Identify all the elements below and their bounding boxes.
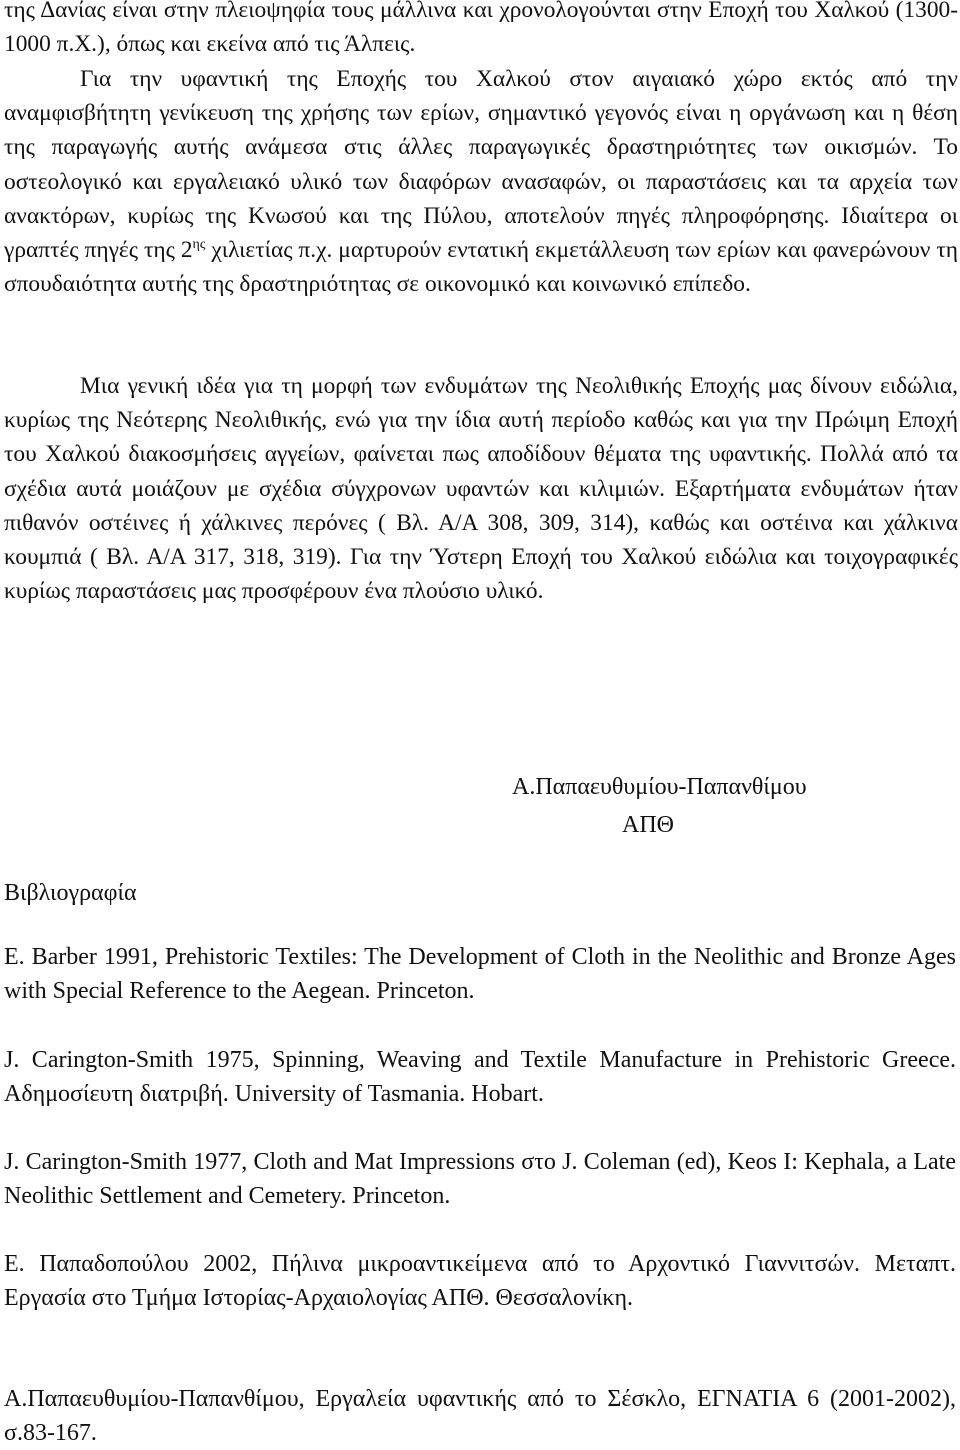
paragraph-bronze-age-weaving xyxy=(4,62,958,301)
bibliography-entry: J. Carington-Smith 1975, Spinning, Weaving and Textile Manufacture in Prehistoric Greece. Αδημοσίευτη διατριβή. University of Tasmania. Hobart. xyxy=(4,1047,956,1107)
bibliography-entry: Ε. Παπαδοπούλου 2002, Πήλινα μικροαντικείμενα από το Αρχοντικό Γιαννιτσών. Μεταπτ. Εργασία στο Τμήμα Ιστορίας-Αρχαιολογίας ΑΠΘ. Θεσσαλονίκη. xyxy=(4,1251,956,1311)
bibliography-entry: J. Carington-Smith 1977, Cloth and Mat Impressions στο J. Coleman (ed), Keos I: Kephala, a Late Neolithic Settlement and Cemetery. Princeton. xyxy=(4,1149,956,1209)
bibliography-entry: E. Barber 1991, Prehistoric Textiles: The Development of Cloth in the Neolithic and Bronze Ages with Special Reference to the Aegean. Princeton. xyxy=(4,944,956,1004)
paragraph-text: χιλιετίας π.χ. μαρτυρούν εντατική εκμετάλλευση των ερίων και φανερώνουν τη σπουδαιότητα αυτής της δραστηριότητας σε οικονομικό και κοινωνικό επίπεδο. xyxy=(4,237,958,298)
ordinal-superscript: ης xyxy=(192,237,206,253)
paragraph-neolithic-garments: Μια γενική ιδέα για τη μορφή των ενδυμάτων της Νεολιθικής Εποχής μας δίνουν ειδώλια, κυρίως της Νεότερης Νεολιθικής, ενώ για την ίδια αυτή περίοδο καθώς και για την Πρώιμη Εποχή του Χαλκού διακοσμήσεις αγγείων, φαίνεται πως αποδίδουν θέματα της υφαντικής. Πολλά από τα σχέδια αυτά μοιάζουν με σχέδια σύγχρονων υφαντών και κιλιμιών. Εξαρτήματα ενδυμάτων ήταν πιθανόν οστέινες ή χάλκινες περόνες ( Βλ. Α/Α 308, 309, 314), καθώς και οστέινα και χάλκινα κουμπιά ( Βλ. Α/Α 317, 318, 319). Για την Ύστερη Εποχή του Χαλκού ειδώλια και τοιχογραφικές κυρίως παραστάσεις μας προσφέρουν ένα πλούσιο υλικό. xyxy=(4,373,958,605)
paragraph-text: Για την υφαντική της Εποχής του Χαλκού στον αιγαιακό χώρο εκτός από την αναμφισβήτητη γενίκευση της χρήσης των ερίων, σημαντικό γεγονός είναι η οργάνωση και η θέση της παραγωγής αυτής ανάμεσα στις άλλες παραγωγικές δραστηριότητες των οικισμών. Το οστεολογικό και εργαλειακό υλικό των διαφόρων ανασαφών, οι παραστάσεις και τα αρχεία των ανακτόρων, κυρίως της Κνωσού και της Πύλου, αποτελούν πηγές πληροφόρησης. Ιδιαίτερα οι γραπτές πηγές της 2 xyxy=(4,66,958,264)
paragraph-continuation: της Δανίας είναι στην πλειοψηφία τους μάλλινα και χρονολογούνται στην Εποχή του Χαλκού (1300-1000 π.Χ.), όπως και εκείνα από τις Άλπεις. xyxy=(4,0,958,58)
bibliography-entry: Α.Παπαευθυμίου-Παπανθίμου, Εργαλεία υφαντικής από το Σέσκλο, ΕΓΝΑΤΙΑ 6 (2001-2002), σ.83-167. xyxy=(4,1386,956,1446)
author-affiliation: ΑΠΘ xyxy=(622,812,674,838)
author-signature: Α.Παπαευθυμίου-Παπανθίμου xyxy=(512,774,807,800)
bibliography-heading: Βιβλιογραφία xyxy=(4,880,137,906)
